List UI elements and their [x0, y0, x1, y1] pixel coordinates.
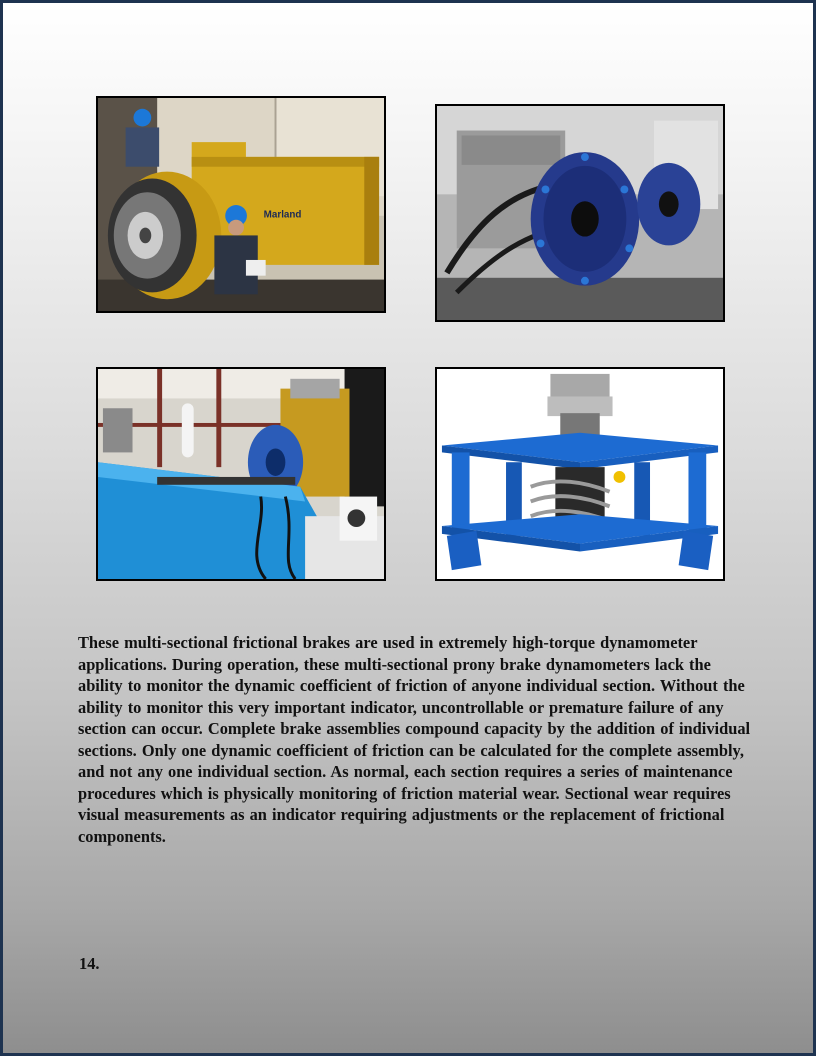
- marland-sign-text: Marland: [263, 209, 302, 221]
- brake-assembly-illustration: [437, 369, 723, 579]
- page-number: 14.: [79, 954, 100, 973]
- engine-dynamometer-illustration: [98, 369, 384, 579]
- brake-assembly-on-blue-frame-photo: [435, 367, 725, 581]
- clutch-test-stand-illustration: [98, 98, 384, 311]
- clutch-test-stand-photo: [96, 96, 386, 313]
- blue-brake-dynamometer-illustration: [437, 106, 723, 320]
- engine-dynamometer-photo: [96, 367, 386, 581]
- body-paragraph: These multi-sectional frictional brakes are used in extremely high-torque dynamometer applications. During operation, these multi-sectional prony brake dynamometers lack the ability to monitor the dynamic coefficient of friction of anyone individual section. Without the ability to monitor this very important indicator, uncontrollable or premature failure of any section can occur. Complete brake assemblies compound capacity by the addition of individual sections. Only one dynamic coefficient of friction can be calculated for the complete assembly, and not any one individual section. As normal, each section requires a series of maintenance procedures which is physically monitoring of friction material wear. Sectional wear requires visual measurements as an indicator requiring adjustments or the replacement of frictional components.: [78, 633, 751, 846]
- blue-brake-dynamometer-photo: [435, 104, 725, 322]
